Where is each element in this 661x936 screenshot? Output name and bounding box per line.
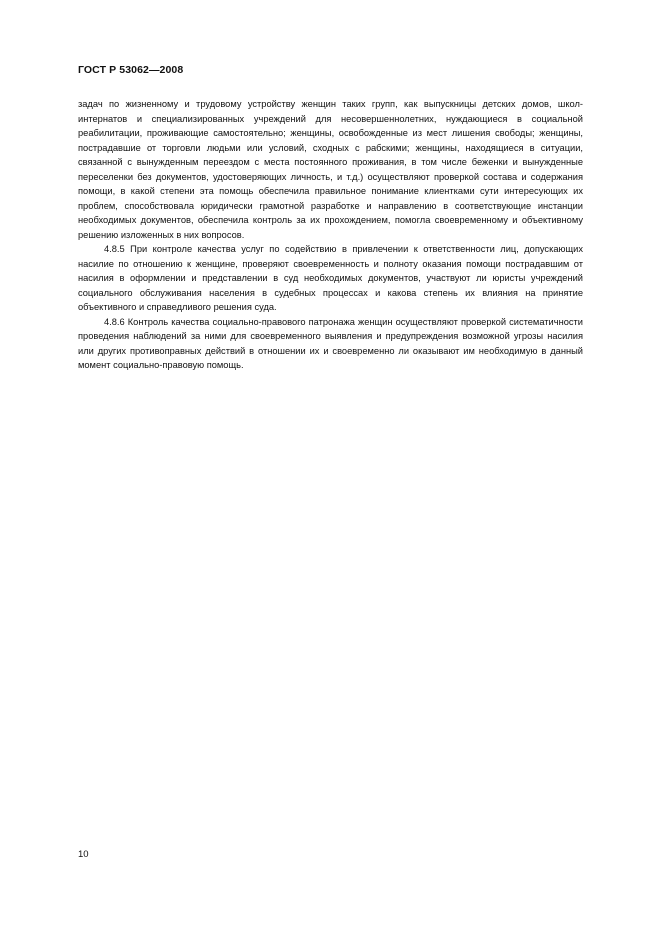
document-header: [78, 64, 183, 76]
paragraph-4-8-6: 4.8.6 Контроль качества социально-правового патронажа женщин осуществляют проверкой систематичности проведения наблюдений за ними для своевременного выявления и предупреждения возможной угрозы насилия или других противоправных действий в отношении их и своевременно ли оказывают им необходимую в данный момент социально-правовую помощь.: [78, 316, 583, 370]
page-number: 10: [78, 849, 89, 860]
document-body: [78, 97, 583, 373]
paragraph-4-8-5: 4.8.5 При контроле качества услуг по содействию в привлечении к ответственности лиц, допускающих насилие по отношению к женщине, проверяют своевременность и полноту оказания помощи пострадавшим от насилия в оформлении и представлении в суд необходимых документов, участвуют ли юристы учреждений социального обслуживания населения в судебных процессах и какова степень их влияния на принятие объективного и справедливого решения суда.: [78, 244, 583, 312]
standard-id: ГОСТ Р 53062—2008: [78, 64, 184, 76]
paragraph-continuation: задач по жизненному и трудовому устройству женщин таких групп, как выпускницы детских домов, школ-интернатов и специализированных учреждений для несовершеннолетних, нуждающиеся в социальной реабилитации, проживающие самостоятельно; женщины, освобожденные из мест лишения свободы; женщины, пострадавшие от торговли людьми или условий, сходных с рабскими; женщины, находящиеся в ситуации, связанной с вынужденным переездом с места постоянного проживания, в том числе беженки и вынужденные переселенки без документов, удостоверяющих личность, и т.д.) осуществляют проверкой состава и содержания помощи, в какой степени эта помощь обеспечила правильное понимание клиентками сути интересующих их проблем, способствовала юридически грамотной разработке и направлению в соответствующие инстанции необходимых документов, обеспечила контроль за их прохождением, помогла своевременному и объективному решению изложенных в них вопросов.: [78, 99, 583, 240]
